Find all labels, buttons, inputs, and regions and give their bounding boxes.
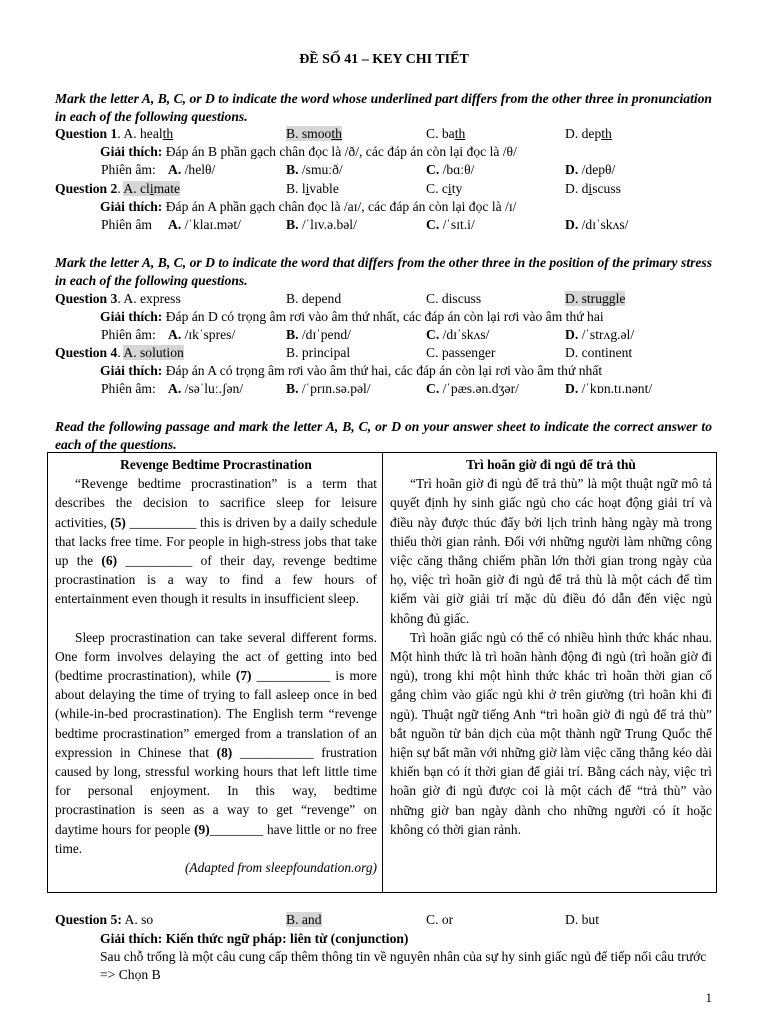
english-title: Revenge Bedtime Procrastination: [120, 457, 312, 472]
section3-instruction: Read the following passage and mark the letter A, B, C, or D on your answer sheet to indicate the correct answer to each of the questions.: [55, 419, 712, 452]
vietnamese-title: Trì hoãn giờ đi ngủ để trả thù: [466, 457, 636, 472]
question-5-explanation: Giải thích: Kiến thức ngữ pháp: liên từ (conjunction): [100, 931, 409, 946]
question-4-phonetics: Phiên âm: A. /səˈluː.ʃən/ B. /ˈprɪn.sə.pəl/ C. /ˈpæs.ən.dʒər/ D. /ˈkɒn.tɪ.nənt/: [101, 381, 653, 396]
question-5-answer: B. and: [286, 912, 322, 927]
section1-instruction: Mark the letter A, B, C, or D to indicate the word whose underlined part differs from the other three in pronunciation in each of the following questions.: [55, 91, 712, 124]
question-3-explanation: Giải thích: Đáp án D có trọng âm rơi vào âm thứ nhất, các đáp án còn lại rơi vào âm thứ hai: [100, 309, 604, 324]
question-2-label: Question 2: [55, 181, 118, 196]
section2-instruction: Mark the letter A, B, C, or D to indicate the word that differs from the other three in the position of the primary stress in each of the following questions.: [55, 255, 712, 288]
question-5: Question 5: A. so B. and C. or D. but: [55, 912, 599, 927]
question-2-phonetics: Phiên âm A. /ˈklaɪ.mət/ B. /ˈlɪv.ə.bəl/ C. /ˈsɪt.i/ D. /dɪˈskʌs/: [101, 217, 629, 232]
question-4: Question 4. A. solution B. principal C. passenger D. continent: [55, 345, 633, 360]
passage-source: (Adapted from sleepfoundation.org): [184, 860, 377, 876]
passage-table: [47, 452, 717, 893]
question-3-answer: D. struggle: [565, 291, 626, 306]
question-1-phonetics: Phiên âm: A. /helθ/ B. /smuːð/ C. /bɑːθ/ D. /depθ/: [101, 162, 616, 177]
question-4-answer: A. solution: [123, 345, 184, 360]
vietnamese-passage: [390, 455, 712, 839]
english-paragraph-2: Sleep procrastination can take several different forms. One form involves delaying the act of getting into bed (bedtime procrastination), while (7) ___________ is more about delaying the time of trying to fall asleep once in bed (while-in-bed procrastination). The English term “revenge bedtime procrastination” emerged from a translation of an expression in Chinese that (8) ___________ frustration caused by long, stressful working hours that left little time for personal enjoyment. In this way, bedtime procrastination is seen as a way to get “revenge” on daytime hours for people (9)________ have little or no free time.: [55, 629, 378, 856]
vietnamese-paragraph-1: “Trì hoãn giờ đi ngủ để trả thù” là một thuật ngữ mô tả quyết định hy sinh giấc ngủ cho các hoạt động giải trí và điều này được thúc đẩy bởi lịch trình hàng ngày mà trong thiếu thời gian rảnh. Đối với những người làm những công việc căng thẳng chiếm phần lớn thời gian trong ngày của họ, việc trì hoãn giờ đi ngủ để trả thù là một cách để tìm kiếm vài giờ giải trí mặc dù điều đó dẫn đến việc ngủ không đủ giấc.: [390, 476, 712, 626]
english-passage: [55, 455, 377, 877]
question-4-explanation: Giải thích: Đáp án A có trọng âm rơi vào âm thứ hai, các đáp án còn lại rơi vào âm thứ nhất: [100, 363, 603, 378]
page-title: ĐỀ SỐ 41 – KEY CHI TIẾT: [299, 52, 469, 67]
table-divider: [382, 453, 383, 892]
question-2-explanation: Giải thích: Đáp án A phần gạch chân đọc là /aɪ/, các đáp án còn lại đọc là /ɪ/: [100, 199, 517, 214]
question-1-answer: B. smooth: [286, 126, 342, 141]
question-3: Question 3. A. express B. depend C. discuss D. struggle: [55, 291, 626, 306]
page-number: 1: [705, 990, 712, 1005]
question-3-phonetics: Phiên âm: A. /ɪkˈspres/ B. /dɪˈpend/ C. /dɪˈskʌs/ D. /ˈstrʌg.əl/: [101, 327, 635, 342]
english-paragraph-1: “Revenge bedtime procrastination” is a term that describes the decision to sacrifice sleep for leisure activities, (5) __________ this is driven by a daily schedule that lacks free time. For people in high-stress jobs that take up the (6) __________ of their day, revenge bedtime procrastination is a way to find a few hours of entertainment even though it results in insufficient sleep.: [55, 476, 377, 607]
question-2-answer: A. climate: [123, 181, 181, 196]
vietnamese-paragraph-2: Trì hoãn giấc ngủ có thể có nhiều hình thức khác nhau. Một hình thức là trì hoãn hành động đi ngủ (trì hoãn giờ đi ngủ), trong khi một hình thức khác trì hoãn thời gian cố gắng chìm vào giấc ngủ khi ở trên giường (trì hoãn khi đi ngủ). Thuật ngữ tiếng Anh “trì hoãn giờ đi ngủ để trả thù” bắt nguồn từ bản dịch của một thành ngữ Trung Quốc thể hiện sự bất mãn với những giờ làm việc căng thẳng kéo dài khiến bạn có ít thời gian để giải trí. Bằng cách này, việc trì hoãn giờ đi ngủ được coi là một cách để “trả thù” vào những giờ ban ngày dành cho những người có ít hoặc không có thời gian rảnh.: [390, 629, 712, 837]
question-5-solution: Sau chỗ trống là một câu cung cấp thêm thông tin về nguyên nhân của sự hy sinh giấc ngủ để tiếp nối câu trước => Chọn B: [100, 949, 707, 982]
question-2: Question 2. A. climate B. livable C. city D. discuss: [55, 181, 621, 196]
question-1-label: Question 1: [55, 126, 118, 141]
question-1: Question 1. A. health B. smooth C. bath D. depth: [55, 126, 612, 141]
question-1-explanation: Giải thích: Đáp án B phần gạch chân đọc là /ð/, các đáp án còn lại đọc là /θ/: [100, 144, 517, 159]
